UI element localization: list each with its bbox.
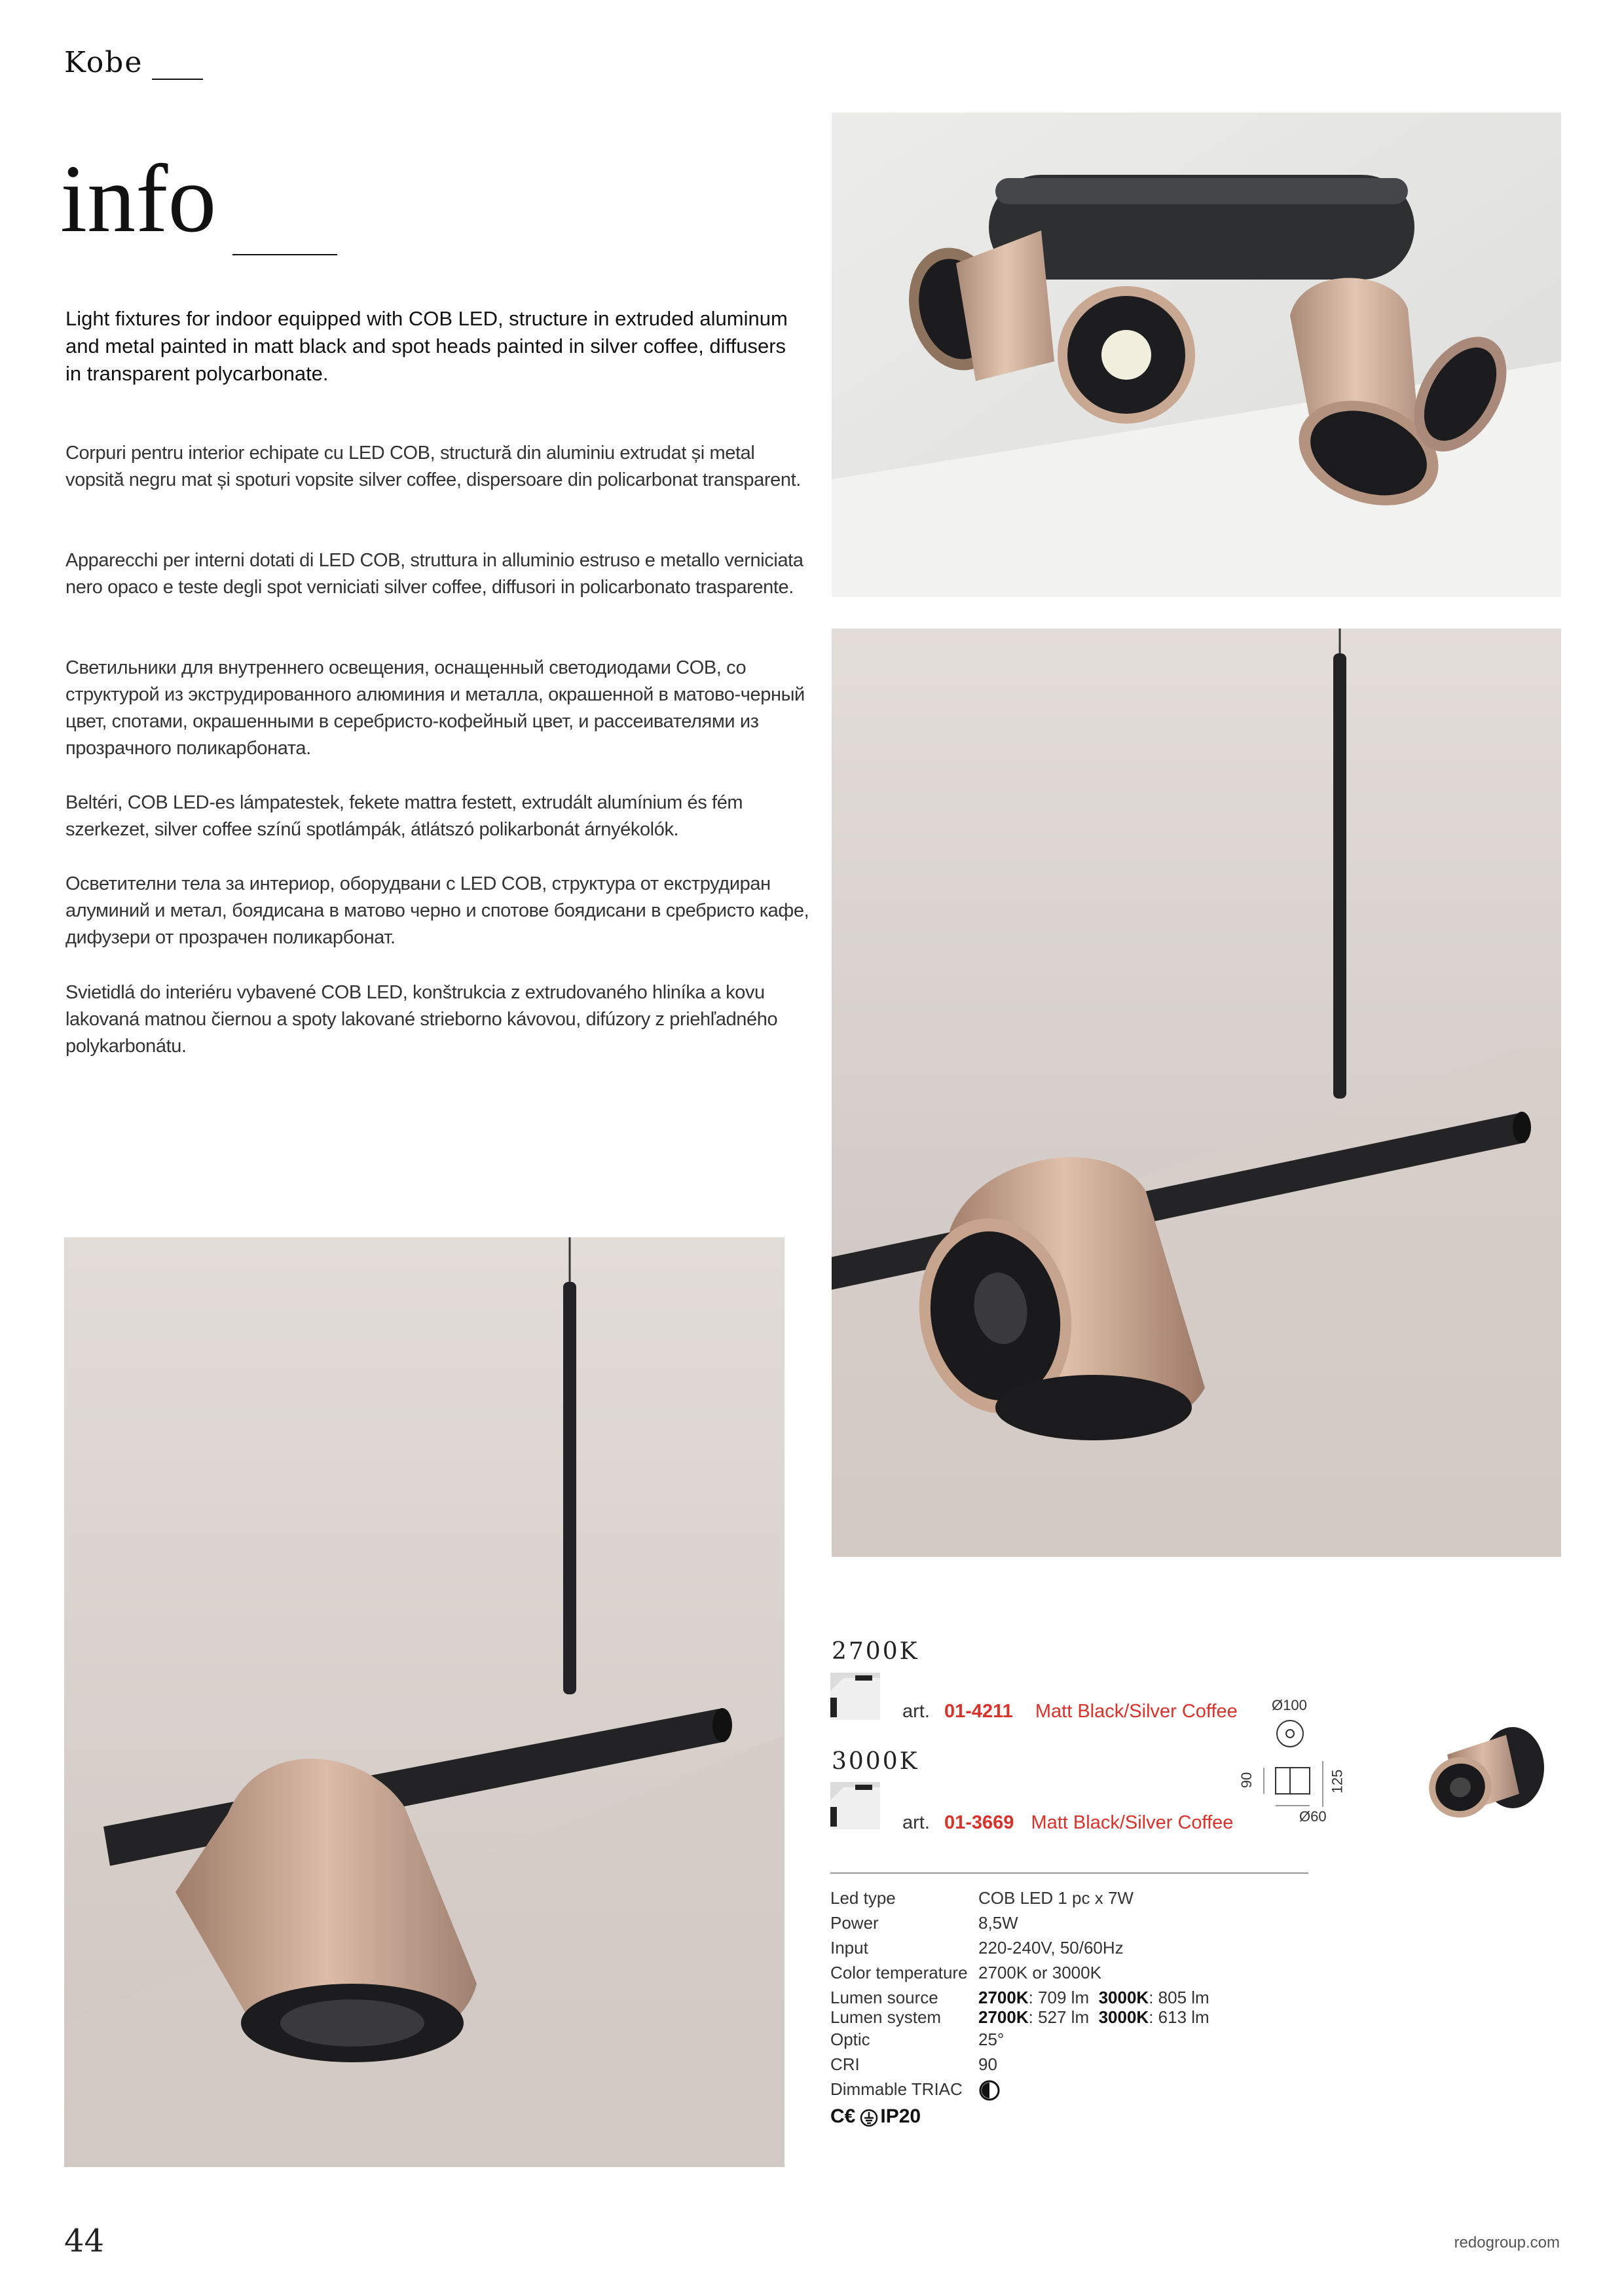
- description-ru: Светильники для внутреннего освещения, оснащенный светодиодами COB, со структурой из экструдированного алюминия и металла, окрашенной в матово-черный цвет, спотами, окрашенными в серебристо-кофейный цвет, и рассеивателями из прозрачного поликарбоната.: [65, 657, 805, 759]
- description-bg: Осветителни тела за интериор, оборудвани с LED COB, структура от екструдиран алуминий и метал, боядисана в матово черно и спотове боядисани в сребристо кафе, дифузери от прозрачен поликарбонат.: [65, 873, 809, 948]
- description-ro: Corpuri pentru interior echipate cu LED COB, structură din aluminiu extrudat și metal vopsită negru mat și spoturi vopsite silver coffee, dispersoare din policarbonat transparent.: [65, 443, 801, 490]
- spec-value: 25°: [978, 2030, 1005, 2049]
- spec-key: Lumen source: [830, 1988, 938, 2007]
- art-label: art.: [902, 1701, 930, 1722]
- spec-value: COB LED 1 pc x 7W: [978, 1888, 1134, 1908]
- spec-row-lumen-system: [830, 2007, 1308, 2027]
- spec-key: Color temperature: [830, 1963, 968, 1982]
- description-hu: Beltéri, COB LED-es lámpatestek, fekete mattra festett, extrudált alumínium és fém szerkezet, silver coffee színű spotlámpák, átlátszó polikarbonát árnyékolók.: [65, 792, 743, 840]
- spec-key: CRI: [830, 2054, 860, 2074]
- spec-row-lumen-source: [830, 1988, 1308, 2007]
- variant-row-3000k: [902, 1812, 1233, 1834]
- ce-mark-icon: C€: [830, 2105, 856, 2128]
- page-number: 44: [64, 2223, 105, 2259]
- spec-value: 2700K: 527 lm 3000K: 613 lm: [978, 2007, 1209, 2027]
- product-photo-ceiling-spot: [832, 113, 1561, 597]
- ip-rating: IP20: [880, 2105, 921, 2128]
- cct-label-2700k: 2700K: [832, 1638, 919, 1665]
- dim-diameter-top: Ø100: [1272, 1697, 1307, 1713]
- variant-thumbnail-icon: [830, 1673, 880, 1720]
- art-code: 01-3669: [944, 1812, 1014, 1833]
- spec-row-color-temperature: [830, 1960, 1308, 1985]
- spec-key: Optic: [830, 2030, 870, 2049]
- spec-row-cri: [830, 2052, 1308, 2077]
- dim-diameter-bottom: Ø60: [1299, 1808, 1327, 1825]
- dimmable-icon: [978, 2077, 1308, 2102]
- spec-key: Power: [830, 1913, 879, 1933]
- spec-row-led-type: [830, 1886, 1308, 1910]
- product-photo-pendant-angle: [64, 1237, 784, 2167]
- dimension-drawing: [1238, 1696, 1356, 1827]
- spec-value: 220-240V, 50/60Hz: [978, 1938, 1124, 1958]
- lead-description-en: Light fixtures for indoor equipped with COB LED, structure in extruded aluminum and metal painted in matt black and spot heads painted in silver coffee, diffusers in transparent polycarbonate.: [65, 307, 788, 385]
- spec-value: 2700K: 709 lm 3000K: 805 lm: [978, 1988, 1209, 2007]
- page-title: info: [60, 145, 217, 253]
- spec-key: Lumen system: [830, 2007, 942, 2027]
- spec-row-optic: [830, 2027, 1308, 2052]
- spec-value: 2700K or 3000K: [978, 1963, 1101, 1982]
- product-photo-pendant-closeup: [832, 629, 1561, 1557]
- spec-key: Dimmable TRIAC: [830, 2079, 963, 2099]
- specs-table: [830, 1872, 1308, 2129]
- spec-row-power: [830, 1910, 1308, 1935]
- spec-row-certifications: [830, 2104, 1308, 2129]
- art-code: 01-4211: [944, 1701, 1013, 1722]
- variant-thumbnail-icon: [830, 1782, 880, 1829]
- dim-height-left: 90: [1238, 1772, 1255, 1789]
- spec-key: Led type: [830, 1888, 896, 1908]
- brand-name: Kobe: [64, 46, 143, 79]
- spec-key: Input: [830, 1938, 868, 1958]
- product-thumbnail: [1408, 1715, 1552, 1833]
- cct-label-3000k: 3000K: [832, 1748, 919, 1775]
- variant-row-2700k: [902, 1701, 1238, 1722]
- spec-row-dimmable: [830, 2077, 1308, 2102]
- brand-underline: [152, 79, 203, 80]
- dim-height-right: 125: [1329, 1769, 1346, 1794]
- description-it: Apparecchi per interni dotati di LED COB, struttura in alluminio estruso e metallo verniciata nero opaco e teste degli spot verniciati silver coffee, diffusori in policarbonato trasparente.: [65, 550, 803, 598]
- art-label: art.: [902, 1812, 930, 1833]
- spec-value: 8,5W: [978, 1913, 1018, 1933]
- description-sk: Svietidlá do interiéru vybavené COB LED, konštrukcia z extrudovaného hliníka a kovu lakovaná matnou čiernou a spoty lakované strieborno kávovou, difúzory z priehľadného polykarbonátu.: [65, 982, 778, 1057]
- website-url[interactable]: redogroup.com: [1454, 2234, 1560, 2251]
- spec-value: 90: [978, 2054, 997, 2074]
- spec-row-input: [830, 1935, 1308, 1960]
- art-color: Matt Black/Silver Coffee: [1031, 1812, 1234, 1833]
- ground-icon: [859, 2104, 879, 2129]
- art-color: Matt Black/Silver Coffee: [1035, 1701, 1238, 1722]
- title-underline: [232, 254, 337, 255]
